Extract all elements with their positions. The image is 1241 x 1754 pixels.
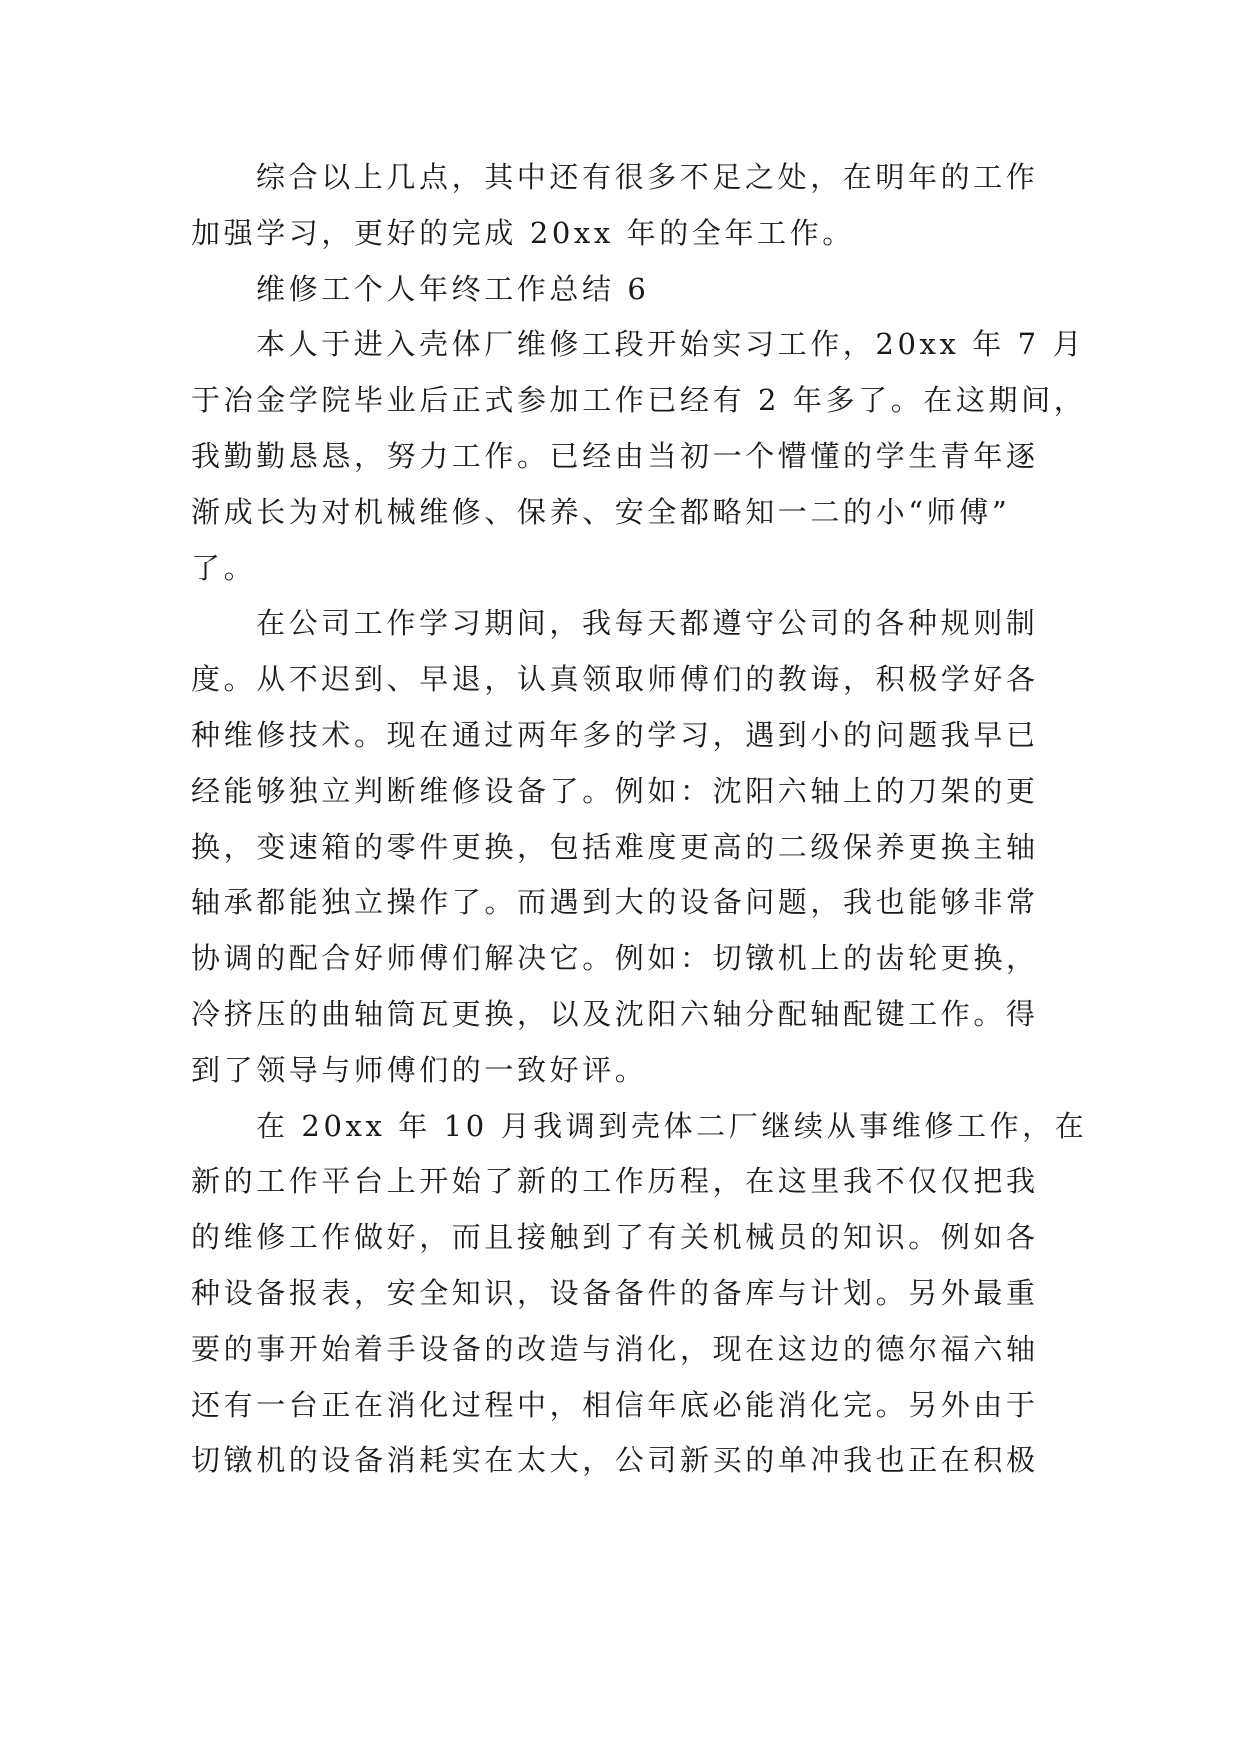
text-line: 冷挤压的曲轴筒瓦更换，以及沈阳六轴分配轴配键工作。得	[191, 996, 1039, 1031]
text-line: 轴承都能独立操作了。而遇到大的设备问题，我也能够非常	[191, 885, 1039, 920]
text-line: 我勤勤恳恳，努力工作。已经由当初一个懵懂的学生青年逐	[191, 438, 1039, 473]
text-line: 本人于进入壳体厂维修工段开始实习工作，20xx 年 7 月	[256, 327, 1086, 362]
text-line: 切镦机的设备消耗实在太大，公司新买的单冲我也正在积极	[191, 1443, 1039, 1478]
document-page	[191, 150, 1088, 1489]
text-line: 在 20xx 年 10 月我调到壳体二厂继续从事维修工作，在	[256, 1108, 1088, 1143]
text-line: 在公司工作学习期间，我每天都遵守公司的各种规则制	[256, 606, 1039, 641]
text-line: 加强学习，更好的完成 20xx 年的全年工作。	[191, 215, 855, 250]
text-line: 种设备报表，安全知识，设备备件的备库与计划。另外最重	[191, 1275, 1039, 1310]
text-line: 渐成长为对机械维修、保养、安全都略知一二的小“师傅”	[191, 494, 1011, 529]
text-line: 协调的配合好师傅们解决它。例如：切镦机上的齿轮更换，	[191, 941, 1039, 976]
text-line: 于冶金学院毕业后正式参加工作已经有 2 年多了。在这期间，	[191, 383, 1087, 418]
text-line: 种维修技术。现在通过两年多的学习，遇到小的问题我早已	[191, 717, 1039, 752]
text-line: 到了领导与师傅们的一致好评。	[191, 1052, 648, 1087]
text-line: 的维修工作做好，而且接触到了有关机械员的知识。例如各	[191, 1220, 1039, 1255]
text-line: 换，变速箱的零件更换，包括难度更高的二级保养更换主轴	[191, 829, 1039, 864]
text-line: 经能够独立判断维修设备了。例如：沈阳六轴上的刀架的更	[191, 773, 1039, 808]
text-line: 综合以上几点，其中还有很多不足之处，在明年的工作	[256, 160, 1039, 194]
text-line: 还有一台正在消化过程中，相信年底必能消化完。另外由于	[191, 1387, 1039, 1422]
text-line: 了。	[191, 550, 257, 585]
text-line: 要的事开始着手设备的改造与消化，现在这边的德尔福六轴	[191, 1331, 1039, 1366]
section-heading: 维修工个人年终工作总结 6	[256, 271, 650, 306]
text-line: 度。从不迟到、早退，认真领取师傅们的教诲，积极学好各	[191, 662, 1039, 697]
text-line: 新的工作平台上开始了新的工作历程，在这里我不仅仅把我	[191, 1164, 1039, 1199]
